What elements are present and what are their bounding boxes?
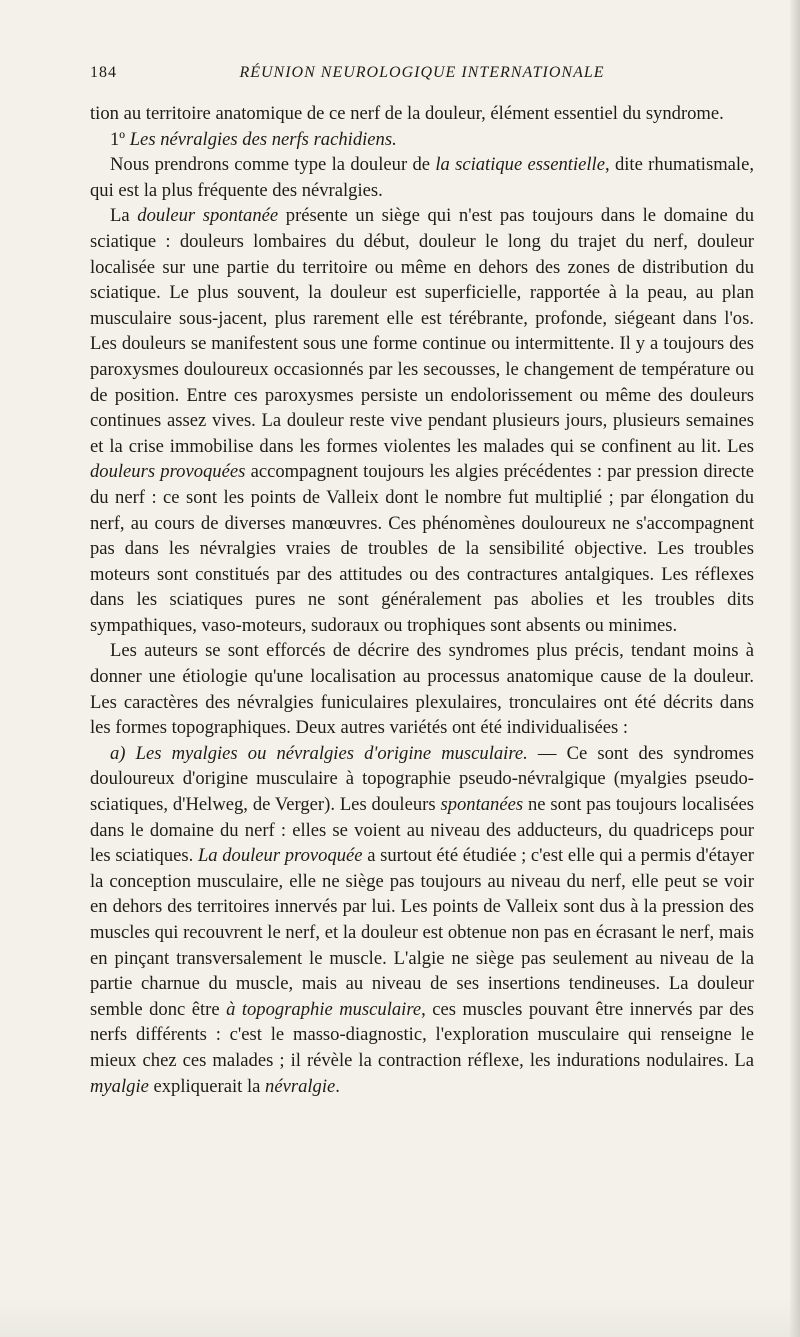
section-heading xyxy=(90,127,754,153)
section-title: Les névralgies des nerfs rachidiens. xyxy=(129,128,397,150)
paragraph-sciatique-type: Nous prendrons comme type la douleur de la sciatique essentielle, dite rhumatismale, qui est la plus fréquente des névralgies. xyxy=(90,154,754,201)
running-title: RÉUNION NEUROLOGIQUE INTERNATIONALE xyxy=(239,64,605,81)
page-number: 184 xyxy=(90,64,117,81)
paragraph-douleur-spontanee: La douleur spontanée présente un siège qui n'est pas toujours dans le domaine du sciatique : douleurs lombaires du début, douleur le long du trajet du nerf, douleur localisée sur une partie du territoire ou même en dehors des zones de distribution du sciatique. Le plus souvent, la douleur est superficielle, rapportée à la peau, au plan musculaire sous-jacent, plus rarement elle est térébrante, profonde, siégeant dans l'os. Les douleurs se manifestent sous une forme continue ou intermittente. Il y a toujours des paroxysmes douloureux occasionnés par les secousses, le changement de température ou de position. Entre ces paroxysmes persiste un endolorissement ou même des douleurs continues assez vives. La douleur reste vive pendant plusieurs jours, plusieurs semaines et la crise immobilise dans les formes violentes les malades qui se confinent au lit. Les douleurs provoquées accompagnent toujours les algies précédentes : par pression directe du nerf : ce sont les points de Valleix dont le nombre fut multiplié ; par élongation du nerf, au cours de diverses manœuvres. Ces phénomènes douloureux ne s'accompagnent pas dans les névralgies vraies de troubles de la sensibilité objective. Les troubles moteurs sont constitués par des attitudes ou des contractures antalgiques. Les réflexes dans les sciatiques pures ne sont généralement pas abolies et les troubles dits sympathiques, vaso-moteurs, sudoraux ou trophiques sont absents ou minimes. xyxy=(90,205,754,636)
section-number: 1º xyxy=(110,128,130,150)
paragraph-syndromes: Les auteurs se sont efforcés de décrire des syndromes plus précis, tendant moins à donner une étiologie qu'une localisation au processus anatomique cause de la douleur. Les caractères des névralgies funiculaires plexulaires, tronculaires ont été décrits dans les formes topographiques. Deux autres variétés ont été individualisées : xyxy=(90,640,754,739)
page-bottom-shading xyxy=(0,1297,800,1337)
paragraph-myalgies: a) Les myalgies ou névralgies d'origine musculaire. — Ce sont des syndromes douloureux d'origine musculaire à topographie pseudo-névralgique (myalgies pseudo-sciatiques, d'Helweg, de Verger). Les douleurs spontanées ne sont pas toujours localisées dans le domaine du nerf : elles se voient au niveau des adducteurs, du quadriceps pour les sciatiques. La douleur provoquée a surtout été étudiée ; c'est elle qui a permis d'étayer la conception musculaire, elle ne siège pas toujours au niveau du nerf, elle peut se voir en dehors des territoires innervés par lui. Les points de Valleix sont dus à la pression des muscles qui recouvrent le nerf, et la douleur est obtenue non pas en écrasant le nerf, mais en pinçant transversalement le muscle. L'algie ne siège pas seulement au niveau de la partie charnue du muscle, mais au niveau de ses insertions tendineuses. La douleur semble donc être à topographie musculaire, ces muscles pouvant être innervés par des nerfs différents : c'est le masso-diagnostic, l'exploration musculaire qui renseigne le mieux chez ces malades ; il révèle la contraction réflexe, les indurations nodulaires. La myalgie expliquerait la névralgie. xyxy=(90,742,754,1097)
paragraph-continuation: tion au territoire anatomique de ce nerf de la douleur, élément essentiel du syndrome. xyxy=(90,103,724,124)
page-header xyxy=(90,64,754,88)
page-edge-shadow xyxy=(790,0,800,1337)
body-text xyxy=(90,101,754,1099)
